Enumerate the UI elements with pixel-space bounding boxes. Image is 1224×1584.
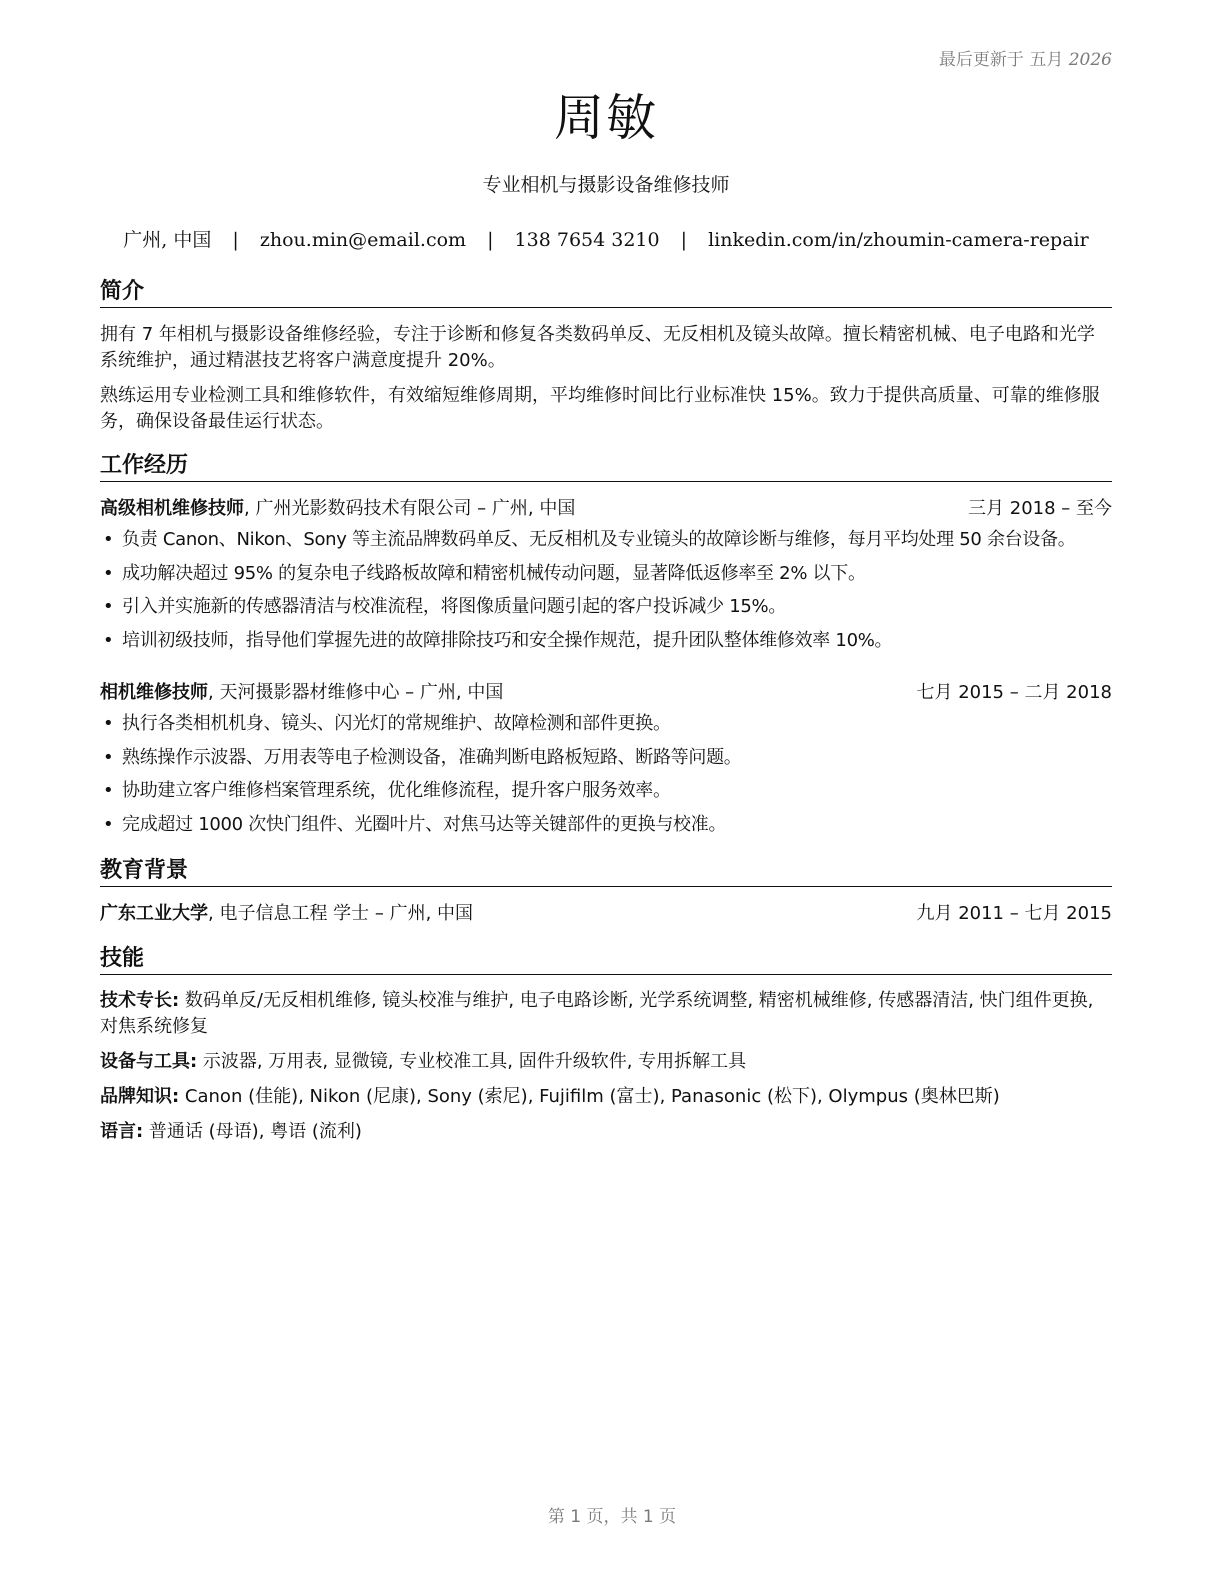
- education-entry: [100, 901, 1112, 927]
- job-header: [100, 496, 1112, 522]
- list-item: [100, 812, 1112, 838]
- contact-separator: |: [680, 229, 688, 251]
- bullet-icon: •: [103, 814, 114, 835]
- list-item: [100, 745, 1112, 771]
- degree-detail: , 电子信息工程 学士 – 广州, 中国: [208, 903, 474, 924]
- bullet-icon: •: [103, 780, 114, 801]
- job-title: 相机维修技师: [100, 682, 208, 703]
- list-item: [100, 527, 1112, 553]
- skill-value: Canon (佳能), Nikon (尼康), Sony (索尼), Fujifilm (富士), Panasonic (松下), Olympus (奥林巴斯): [179, 1086, 1000, 1107]
- skill-value: 示波器, 万用表, 显微镜, 专业校准工具, 固件升级软件, 专用拆解工具: [197, 1051, 747, 1072]
- contact-separator: |: [487, 229, 494, 251]
- list-item-text: 培训初级技师，指导他们掌握先进的故障排除技巧和安全操作规范，提升团队整体维修效率 10%。: [122, 630, 893, 651]
- bullet-icon: •: [103, 529, 114, 550]
- contact-line: [100, 225, 1112, 252]
- section-heading-experience: 工作经历: [100, 452, 1112, 482]
- candidate-name: 周敏: [554, 89, 658, 147]
- list-item: [100, 628, 1112, 654]
- contact-location: 广州, 中国: [123, 229, 212, 251]
- job-title: 高级相机维修技师: [100, 498, 244, 519]
- bullet-icon: •: [103, 747, 114, 768]
- job-org: , 天河摄影器材维修中心 – 广州, 中国: [208, 682, 504, 703]
- skill-line: [100, 1084, 1112, 1110]
- skill-key: 技术专长:: [100, 990, 180, 1011]
- skill-line: [100, 988, 1112, 1040]
- list-item-text: 引入并实施新的传感器清洁与校准流程，将图像质量问题引起的客户投诉减少 15%。: [122, 596, 787, 617]
- list-item-text: 负责 Canon、Nikon、Sony 等主流品牌数码单反、无反相机及专业镜头的故障诊断与维修，每月平均处理 50 余台设备。: [122, 529, 1076, 550]
- bullet-icon: •: [103, 630, 114, 651]
- skill-line: [100, 1049, 1112, 1075]
- candidate-title: 专业相机与摄影设备维修技师: [482, 174, 730, 196]
- skill-key: 语言:: [100, 1121, 144, 1142]
- last-updated-year: 2026: [1068, 50, 1112, 70]
- section-heading-education: 教育背景: [100, 857, 1112, 887]
- contact-phone: 138 7654 3210: [514, 229, 660, 251]
- list-item-text: 执行各类相机机身、镜头、闪光灯的常规维护、故障检测和部件更换。: [122, 713, 671, 734]
- section-heading-summary: 简介: [100, 278, 1112, 308]
- job-org: , 广州光影数码技术有限公司 – 广州, 中国: [244, 498, 576, 519]
- bullet-icon: •: [103, 713, 114, 734]
- list-item: [100, 561, 1112, 587]
- education-dates: 九月 2011 – 七月 2015: [916, 903, 1112, 924]
- summary-paragraph: 拥有 7 年相机与摄影设备维修经验，专注于诊断和修复各类数码单反、无反相机及镜头故障。擅长精密机械、电子电路和光学系统维护，通过精湛技艺将客户满意度提升 20%。: [100, 324, 1095, 371]
- list-item-text: 完成超过 1000 次快门组件、光圈叶片、对焦马达等关键部件的更换与校准。: [122, 814, 727, 835]
- last-updated: [939, 45, 1112, 70]
- contact-linkedin-link[interactable]: linkedin.com/in/zhoumin-camera-repair: [708, 229, 1089, 251]
- list-item: [100, 711, 1112, 737]
- summary-paragraph: 熟练运用专业检测工具和维修软件，有效缩短维修周期，平均维修时间比行业标准快 15%。致力于提供高质量、可靠的维修服务，确保设备最佳运行状态。: [100, 385, 1100, 432]
- contact-separator: |: [232, 229, 239, 251]
- bullet-icon: •: [103, 563, 114, 584]
- job-dates: 七月 2015 – 二月 2018: [916, 682, 1112, 703]
- skill-key: 品牌知识:: [100, 1086, 180, 1107]
- job-header: [100, 680, 1112, 706]
- contact-email-link[interactable]: zhou.min@email.com: [259, 229, 467, 251]
- list-item-text: 协助建立客户维修档案管理系统，优化维修流程，提升客户服务效率。: [122, 780, 671, 801]
- skill-line: [100, 1119, 1112, 1145]
- skill-value: 普通话 (母语), 粤语 (流利): [143, 1121, 362, 1142]
- page-number: 第 1 页，共 1 页: [547, 1507, 677, 1527]
- list-item-text: 熟练操作示波器、万用表等电子检测设备，准确判断电路板短路、断路等问题。: [122, 747, 742, 768]
- bullet-icon: •: [103, 596, 114, 617]
- list-item: [100, 594, 1112, 620]
- skill-key: 设备与工具:: [100, 1051, 198, 1072]
- skill-value: 数码单反/无反相机维修, 镜头校准与维护, 电子电路诊断, 光学系统调整, 精密机械维修, 传感器清洁, 快门组件更换, 对焦系统修复: [100, 990, 1094, 1037]
- resume-page: [100, 0, 1112, 1584]
- list-item: [100, 778, 1112, 804]
- school-name: 广东工业大学: [100, 903, 208, 924]
- last-updated-label: 最后更新于 五月: [938, 50, 1064, 70]
- section-heading-skills: 技能: [100, 945, 1112, 975]
- list-item-text: 成功解决超过 95% 的复杂电子线路板故障和精密机械传动问题，显著降低返修率至 2% 以下。: [122, 563, 866, 584]
- job-dates: 三月 2018 – 至今: [968, 498, 1112, 519]
